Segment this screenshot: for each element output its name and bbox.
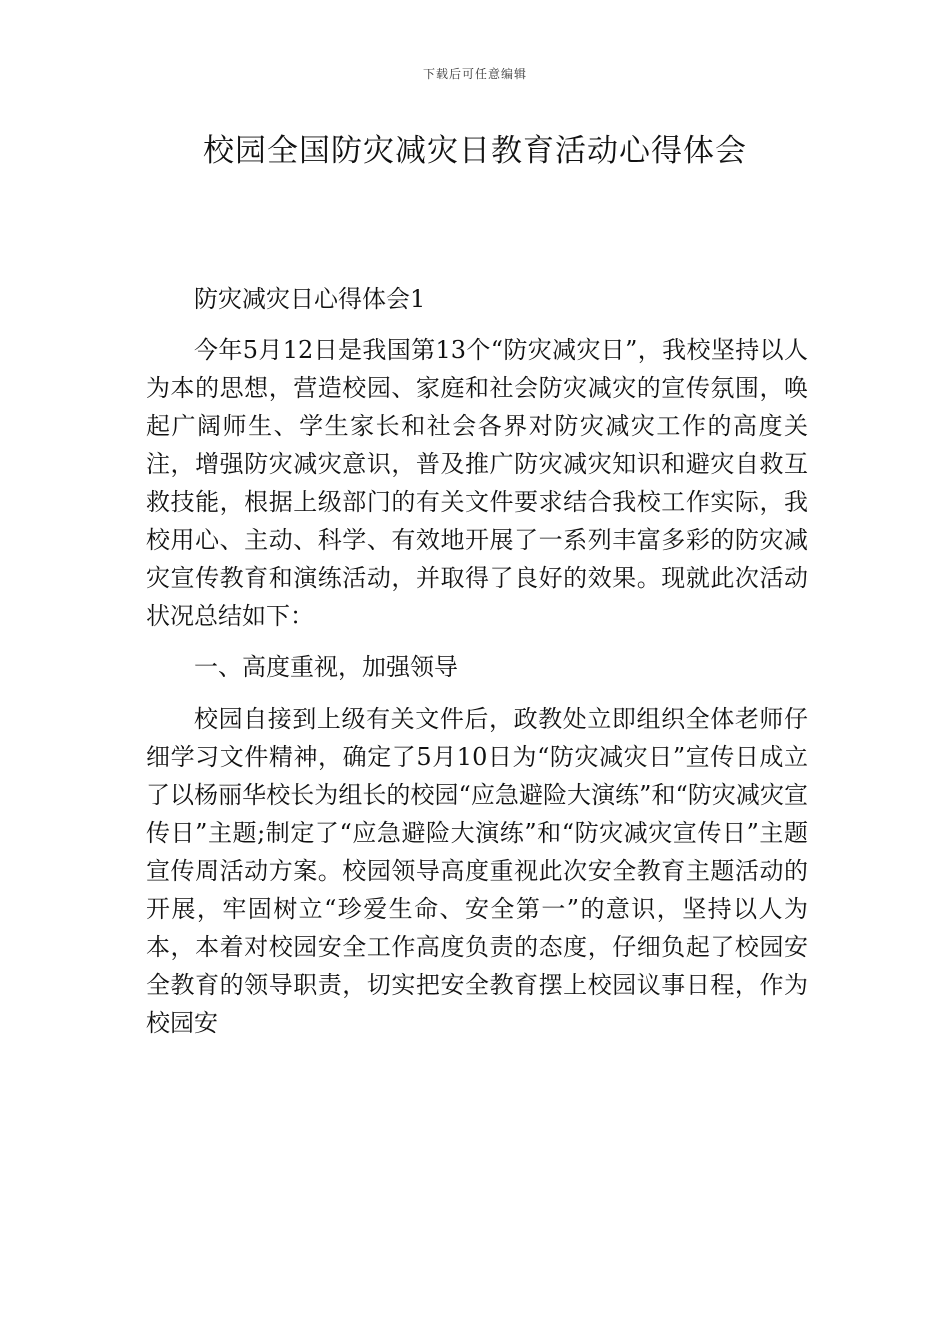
section-subtitle: 防灾减灾日心得体会1 (194, 285, 426, 313)
header-note: 下载后可任意编辑 (422, 67, 527, 81)
paragraph-intro: 今年5月12日是我国第13个“防灾减灾日”，我校坚持以人为本的思想，营造校园、家庭和社会防灾减灾的宣传氛围，唤起广阔师生、学生家长和社会各界对防灾减灾工作的高度关注，增强防灾减灾意识，普及推广防灾减灾知识和避灾自救互救技能，根据上级部门的有关文件要求结合我校工作实际，我校用心、主动、科学、有效地开展了一系列丰富多彩的防灾减灾宣传教育和演练活动，并取得了良好的效果。现就此次活动状况总结如下： (146, 336, 808, 631)
document-title: 校园全国防灾减灾日教育活动心得体会 (203, 133, 747, 169)
paragraph-section-1: 校园自接到上级有关文件后，政教处立即组织全体老师仔细学习文件精神，确定了5月10日为“防灾减灾日”宣传日成立了以杨丽华校长为组长的校园“应急避险大演练”和“防灾减灾宣传日”主题;制定了“应急避险大演练”和“防灾减灾宣传日”主题宣传周活动方案。校园领导高度重视此次安全教育主题活动的开展，牢固树立“珍爱生命、安全第一”的意识，坚持以人为本，本着对校园安全工作高度负责的态度，仔细负起了校园安全教育的领导职责，切实把安全教育摆上校园议事日程，作为校园安 (146, 704, 808, 1037)
section-heading-1: 一、高度重视，加强领导 (194, 653, 458, 682)
document-body (146, 280, 808, 1055)
